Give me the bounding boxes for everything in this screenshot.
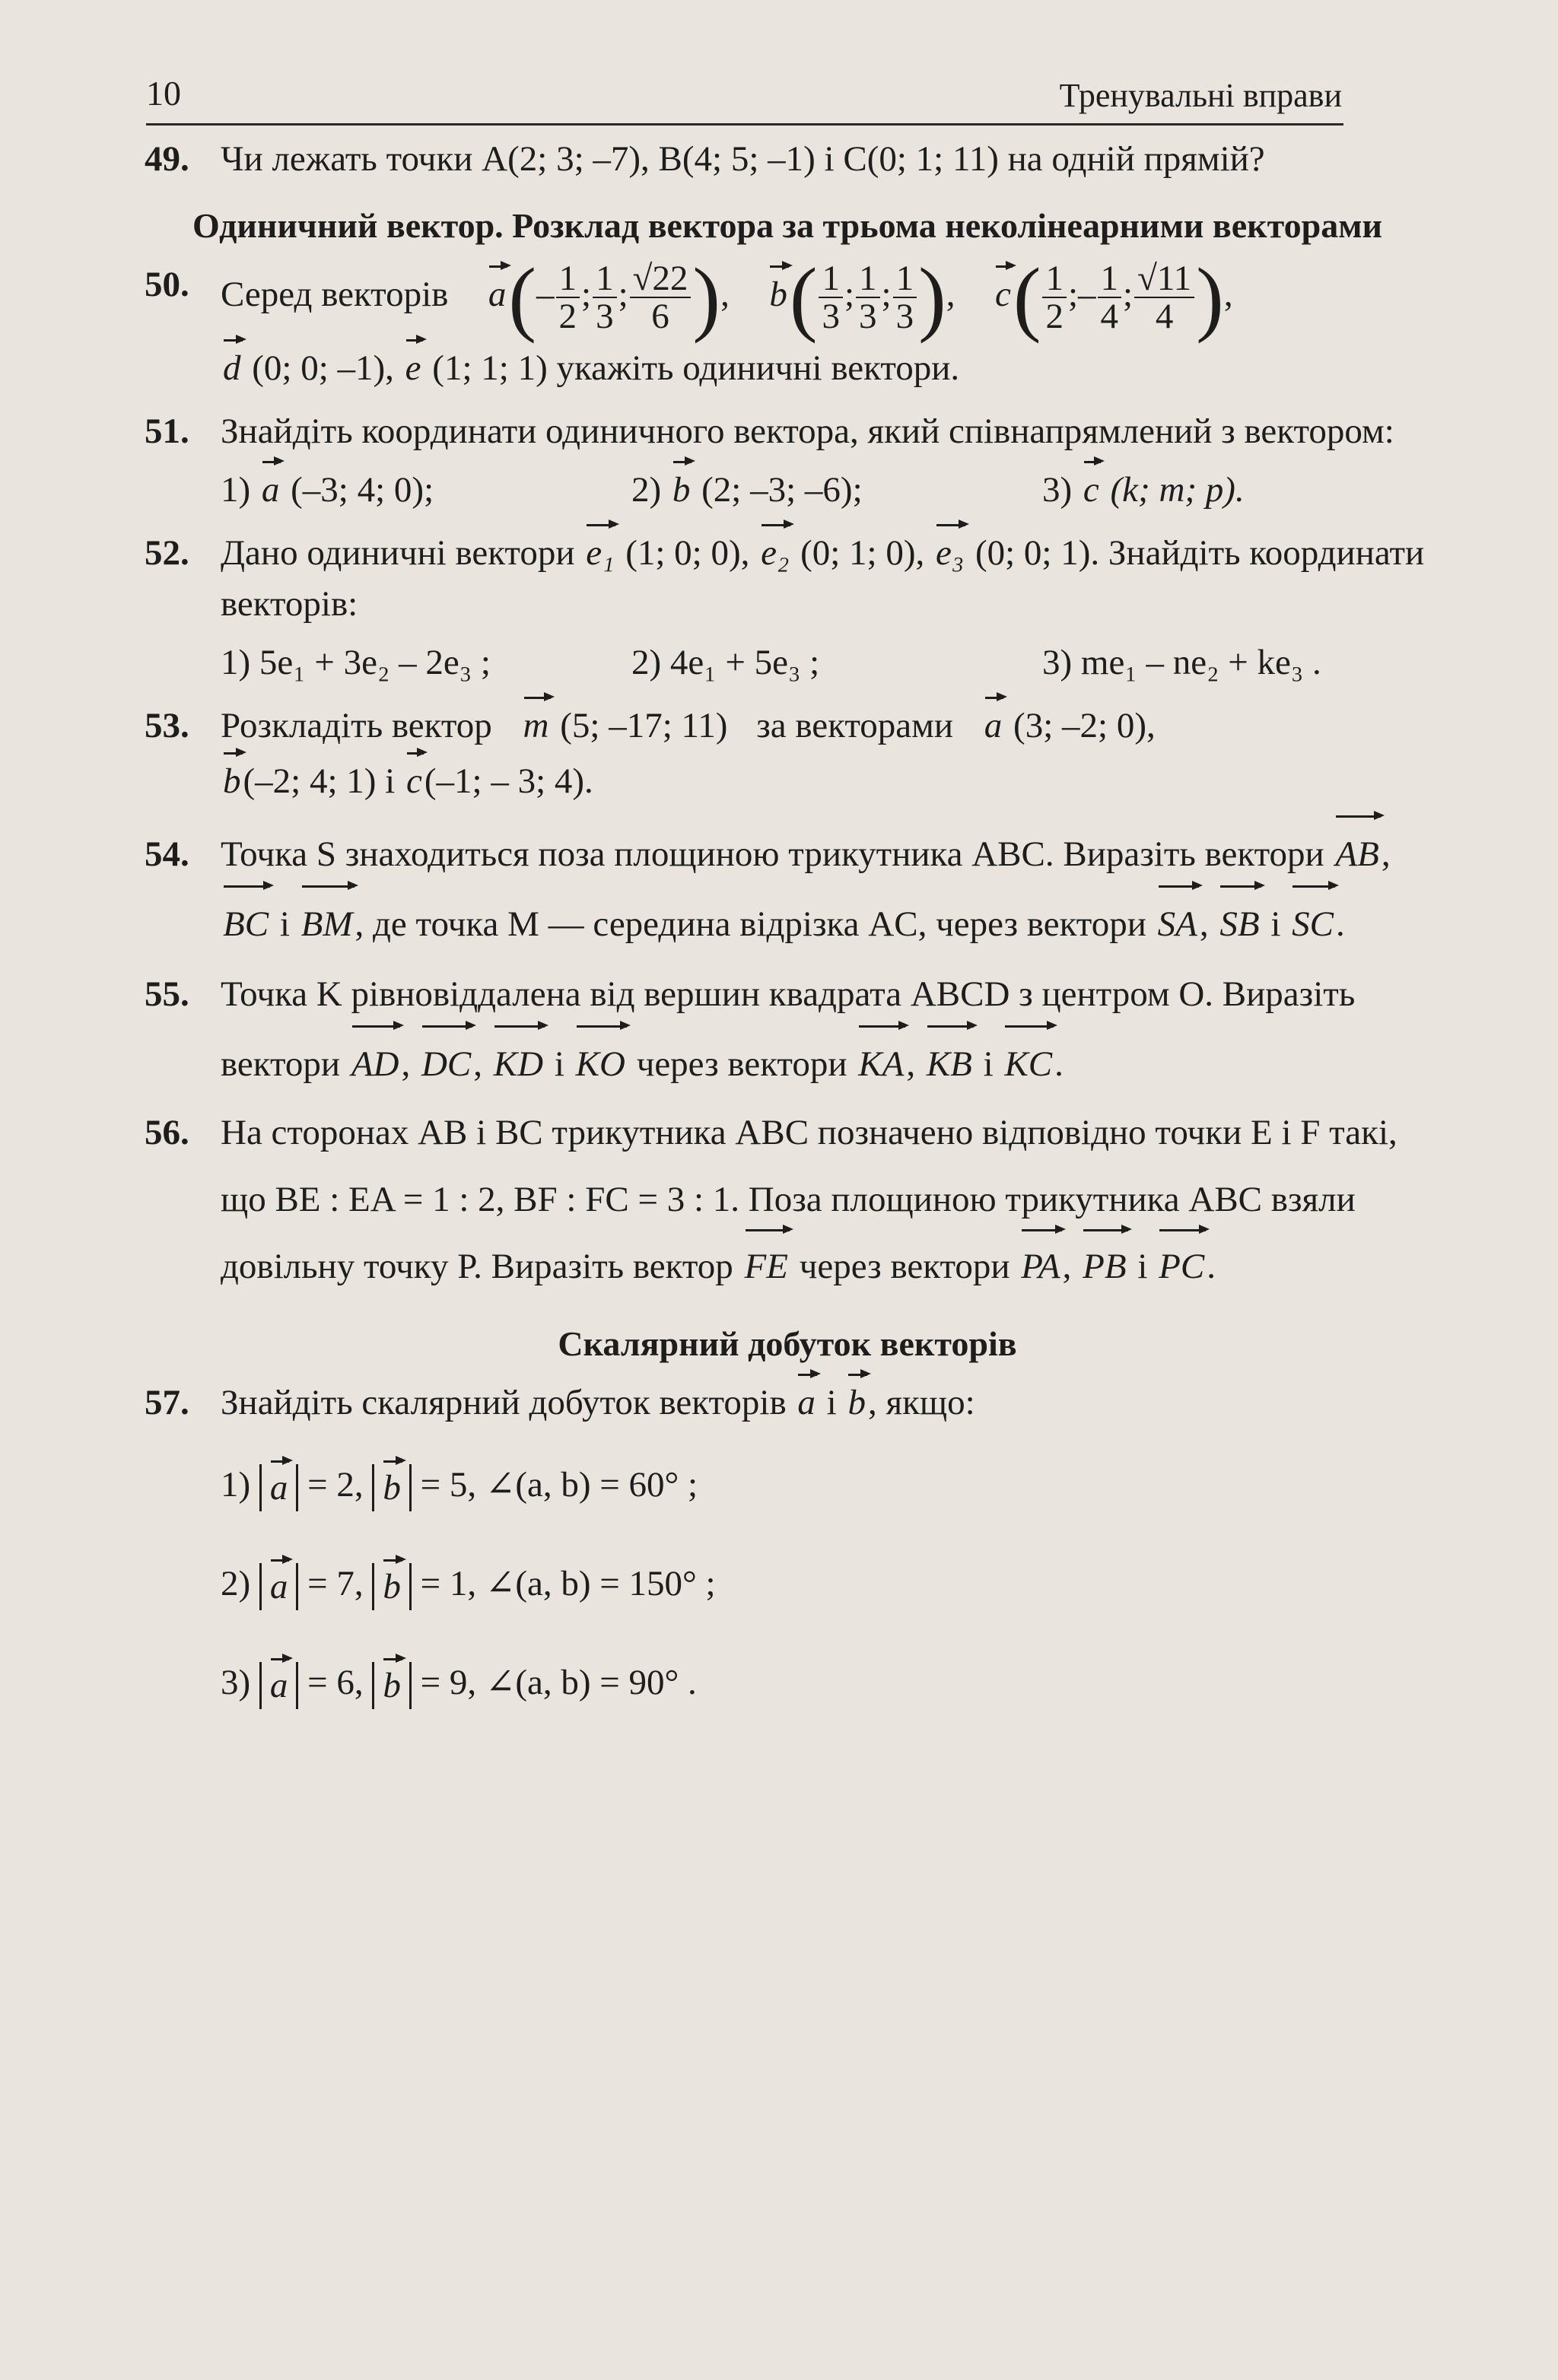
vector-d: d bbox=[221, 343, 243, 394]
exercise-53: 53. Розкладіть вектор m (5; –17; 11) за векторами a (3; –2; 0), b(–2; 4; 1) і c(–1; – 3; 4). bbox=[145, 701, 1430, 807]
exercise-number: 57. bbox=[145, 1383, 189, 1422]
fraction: $\frac{1}{2}$ bbox=[556, 260, 580, 335]
paren-close: ) bbox=[1196, 251, 1224, 344]
fraction: $\frac{1}{2}$ bbox=[1042, 260, 1067, 335]
exercise-number: 52. bbox=[145, 533, 189, 573]
exercise-56: 56. На сторонах AB і BC трикутника ABC позначено відповідно точки E і F такі, що BE : EA = 1 : 2, BF : FC = 3 : 1. Поза площиною трикутника ABC взяли довільну точку P. Виразіть вектор FE через вектори PA, PB і PC. bbox=[145, 1099, 1430, 1300]
exercise-lead: Дано одиничні вектори bbox=[221, 533, 575, 573]
paren-open: ( bbox=[1013, 251, 1041, 344]
exercise-text: Чи лежать точки A(2; 3; –7), B(4; 5; –1) і C(0; 1; 11) на одній прямій? bbox=[221, 139, 1265, 179]
page-header bbox=[146, 73, 1343, 126]
vector-b: b bbox=[845, 1377, 868, 1428]
fraction: $\frac{1}{4}$ bbox=[1098, 260, 1122, 335]
condition-2: 2) a = 7, b = 1, ∠(a, b) = 150° ; bbox=[221, 1553, 1430, 1614]
option-2: 2) b (2; –3; –6); bbox=[631, 465, 1042, 516]
paren-close: ) bbox=[918, 251, 946, 344]
options-row bbox=[221, 465, 1430, 516]
option-3: 3) c (k; m; p). bbox=[1042, 465, 1245, 516]
vector-b: b bbox=[221, 756, 243, 807]
page-content bbox=[145, 134, 1430, 1713]
exercise-53-line2: b(–2; 4; 1) і c(–1; – 3; 4). bbox=[221, 756, 1430, 807]
exercise-number: 54. bbox=[145, 834, 189, 874]
vector-KD: KD bbox=[491, 1029, 545, 1099]
option-3: 3) me₁ – ne₂ + ke₃ . bbox=[1042, 643, 1321, 682]
vector-SA: SA bbox=[1156, 889, 1200, 959]
running-title: Тренувальні вправи bbox=[1059, 77, 1342, 114]
vector-PB: PB bbox=[1080, 1233, 1128, 1300]
vector-e3: e₃ bbox=[933, 528, 966, 579]
section-title-scalar-product: Скалярний добуток векторів bbox=[558, 1324, 1017, 1363]
options-row bbox=[221, 637, 1430, 688]
fraction: $\frac{√22}{6}$ bbox=[630, 260, 692, 335]
vector-FE: FE bbox=[742, 1233, 790, 1300]
vector-KB: KB bbox=[924, 1029, 975, 1099]
vector-AD: AD bbox=[349, 1029, 402, 1099]
exercise-number: 51. bbox=[145, 411, 189, 451]
exercise-51 bbox=[145, 406, 1430, 516]
vector-BC: BC bbox=[221, 889, 271, 959]
vector-b: b bbox=[767, 269, 790, 320]
exercise-49 bbox=[145, 134, 1430, 185]
exercise-number: 53. bbox=[145, 706, 189, 745]
exercise-54: 54. Точка S знаходиться поза площиною трикутника ABC. Виразіть вектори AB, BC і BM, де точка M — середина відрізка AC, через вектори SA, SB і SC. bbox=[145, 819, 1430, 959]
exercise-tail: укажіть одиничні вектори. bbox=[556, 348, 960, 388]
condition-3: 3) a = 6, b = 9, ∠(a, b) = 90° . bbox=[221, 1652, 1430, 1713]
vector-a: a bbox=[486, 269, 509, 320]
vector-KC: KC bbox=[1002, 1029, 1054, 1099]
paren-close: ) bbox=[692, 251, 721, 344]
exercise-number: 55. bbox=[145, 974, 189, 1014]
exercise-57: 57. Знайдіть скалярний добуток векторів a і b, якщо: 1) a = 2, b = 5, ∠(a, b) = 60° ; 2) a = 7, b = 1, ∠(a, b) = 150° ; 3) a = 6, b = 9, ∠(a, b) = 90° . bbox=[145, 1377, 1430, 1713]
exercise-number: 56. bbox=[145, 1113, 189, 1152]
vector-DC: DC bbox=[419, 1029, 473, 1099]
vector-m: m bbox=[521, 701, 552, 751]
fraction: $\frac{1}{3}$ bbox=[819, 260, 843, 335]
condition-1: 1) a = 2, b = 5, ∠(a, b) = 60° ; bbox=[221, 1454, 1430, 1515]
option-1: 1) a (–3; 4; 0); bbox=[221, 465, 631, 516]
vector-KA: KA bbox=[856, 1029, 906, 1099]
vector-a: a bbox=[795, 1377, 818, 1428]
vector-a: a bbox=[982, 701, 1005, 751]
vector-e-coords: (1; 1; 1) bbox=[432, 348, 548, 388]
option-2: 2) 4e₁ + 5e₃ ; bbox=[631, 643, 820, 682]
vector-PA: PA bbox=[1019, 1233, 1062, 1300]
vector-d-coords: (0; 0; –1), bbox=[252, 348, 394, 388]
vector-KO: KO bbox=[574, 1029, 628, 1099]
exercise-55: 55. Точка K рівновіддалена від вершин квадрата ABCD з центром O. Виразіть вектори AD, DC, KD і KO через вектори KA, KB і KC. bbox=[145, 959, 1430, 1099]
vector-c: c bbox=[993, 269, 1013, 320]
vector-e1: e₁ bbox=[583, 528, 616, 579]
vector-BM: BM bbox=[299, 889, 355, 959]
vector-SB: SB bbox=[1217, 889, 1261, 959]
exercise-50-line2 bbox=[221, 343, 1430, 394]
exercise-number: 50. bbox=[145, 265, 189, 304]
vector-AB: AB bbox=[1333, 819, 1381, 889]
exercise-50: 50. Серед векторів a(– $\frac{1}{2}$ ; $\frac{1}{3}$ ; $\frac{√22}{6}$ ), b( $\frac{1}{3}$ ; $\frac{1}{3}$ ; $\frac{1}{3}$ ), c( $\frac{1}{2}$ ;– $\frac{1}{4}$ ; $\frac{√11}{4}$ ), d (0; 0; –1), e (1; 1; 1) укажіть одиничні вектори. bbox=[145, 259, 1430, 394]
exercise-lead: Серед векторів bbox=[221, 274, 449, 314]
paren-open: ( bbox=[508, 251, 536, 344]
paren-open: ( bbox=[789, 251, 818, 344]
vector-SC: SC bbox=[1289, 889, 1336, 959]
fraction: $\frac{1}{3}$ bbox=[593, 260, 617, 335]
exercise-text: Знайдіть координати одиничного вектора, який співнапрямлений з вектором: bbox=[221, 411, 1394, 451]
exercise-52: 52. Дано одиничні вектори e₁ (1; 0; 0), e₂ (0; 1; 0), e₃ (0; 0; 1). Знайдіть координати векторів: 1) 5e₁ + 3e₂ – 2e₃ ; 2) 4e₁ + 5e₃ ; 3) me₁ – ne₂ + ke₃ . bbox=[145, 528, 1430, 688]
exercise-number: 49. bbox=[145, 139, 189, 179]
fraction: $\frac{1}{3}$ bbox=[893, 260, 917, 335]
page-number: 10 bbox=[146, 74, 181, 113]
section-title-unit-vector: Одиничний вектор. Розклад вектора за трьома неколінеарними векторами bbox=[192, 206, 1383, 245]
vector-c: c bbox=[404, 756, 424, 807]
vector-e: e bbox=[403, 343, 424, 394]
fraction: $\frac{√11}{4}$ bbox=[1134, 260, 1194, 335]
vector-PC: PC bbox=[1156, 1233, 1207, 1300]
option-1: 1) 5e₁ + 3e₂ – 2e₃ ; bbox=[221, 643, 491, 682]
vector-e2: e₂ bbox=[758, 528, 791, 579]
fraction: $\frac{1}{3}$ bbox=[856, 260, 880, 335]
